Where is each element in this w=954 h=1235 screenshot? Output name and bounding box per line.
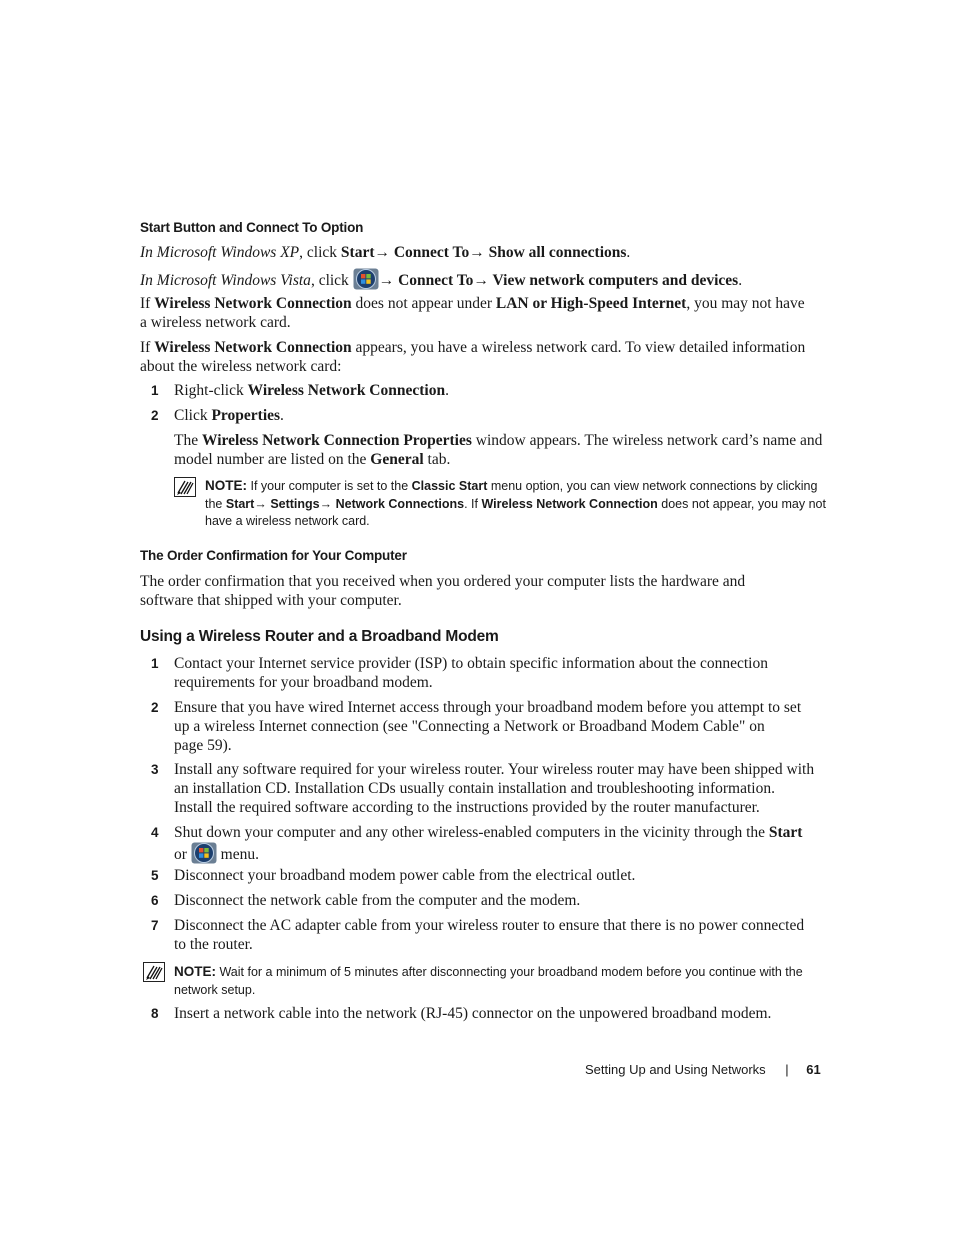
step-detail-properties-window: The Wireless Network Connection Properties window appears. The wireless network card’s name and model number are listed on the General tab. (174, 432, 823, 468)
step-number: 2 (151, 700, 159, 715)
step-number: 1 (151, 656, 159, 671)
step-ensure-wired-access: Ensure that you have wired Internet access through your broadband modem before you attempt to set up a wireless Internet connection (see "Connecting a Network or Broadband Modem Cable" on page 59). (174, 699, 802, 754)
note-label: NOTE: (174, 964, 216, 979)
paragraph-card-present: If Wireless Network Connection appears, you have a wireless network card. To view detailed information about the wireless network card: (140, 339, 806, 375)
footer-section-title: Setting Up and Using Networks (585, 1062, 766, 1077)
step-number: 5 (151, 868, 159, 883)
step-number: 7 (151, 918, 159, 933)
step-number: 3 (151, 762, 159, 777)
step-disconnect-network-cable: Disconnect the network cable from the computer and the modem. (174, 892, 581, 909)
os-name-vista: In Microsoft Windows Vista (140, 272, 311, 289)
vista-instruction: In Microsoft Windows Vista, click → Connect To→ View network computers and devices. (140, 268, 742, 290)
section-heading-order-confirmation: The Order Confirmation for Your Computer (140, 548, 407, 563)
page-footer (585, 1062, 821, 1077)
os-name-xp: In Microsoft Windows XP (140, 244, 300, 261)
paragraph-no-card: If Wireless Network Connection does not appear under LAN or High-Speed Internet, you may not have a wireless network card. (140, 295, 805, 331)
step-contact-isp: Contact your Internet service provider (ISP) to obtain specific information about the connection requirements for your broadband modem. (174, 655, 768, 691)
step-click-properties: Click Properties. (174, 407, 284, 424)
note-classic-start: NOTE: If your computer is set to the Classic Start menu option, you can view network connections by clicking the Start→ Settings→ Network Connections. If Wireless Network Connection does not appear, you may not have a wireless network card. (205, 478, 826, 528)
step-insert-network-cable: Insert a network cable into the network (RJ-45) connector on the unpowered broadband modem. (174, 1005, 772, 1022)
windows-vista-start-icon (191, 842, 217, 864)
section-heading-start-button: Start Button and Connect To Option (140, 220, 364, 235)
windows-vista-start-icon (353, 268, 379, 290)
step-shut-down: Shut down your computer and any other wireless-enabled computers in the vicinity through the Start or menu. (174, 824, 803, 863)
step-install-software: Install any software required for your wireless router. Your wireless router may have been shipped with an installation CD. Installation CDs usually contain installation and troubleshooting information. Install the required software according to the instructions provided by the router manufacturer. (174, 761, 815, 816)
paragraph-order-confirmation: The order confirmation that you received when you ordered your computer lists the hardware and software that shipped with your computer. (140, 573, 746, 609)
step-number: 4 (151, 825, 159, 840)
pencil-note-icon (174, 477, 196, 497)
xp-instruction: In Microsoft Windows XP, click Start→ Connect To→ Show all connections. (140, 244, 631, 261)
step-number: 2 (151, 408, 159, 423)
step-number: 8 (151, 1006, 159, 1021)
step-right-click: Right-click Wireless Network Connection. (174, 382, 449, 399)
section-heading-wireless-router: Using a Wireless Router and a Broadband Modem (140, 628, 499, 645)
step-number: 1 (151, 383, 159, 398)
start-menu-ref: Start (340, 244, 375, 261)
note-label: NOTE: (205, 478, 247, 493)
note-wait-five-minutes: NOTE: Wait for a minimum of 5 minutes after disconnecting your broadband modem before you continue with the network setup. (174, 964, 803, 997)
pencil-note-icon (143, 962, 165, 982)
step-number: 6 (151, 893, 159, 908)
page-number: 61 (806, 1062, 821, 1077)
step-disconnect-modem-power: Disconnect your broadband modem power cable from the electrical outlet. (174, 867, 636, 884)
footer-separator: | (785, 1062, 789, 1077)
step-disconnect-ac-adapter: Disconnect the AC adapter cable from your wireless router to ensure that there is no power connected to the router. (174, 917, 805, 953)
